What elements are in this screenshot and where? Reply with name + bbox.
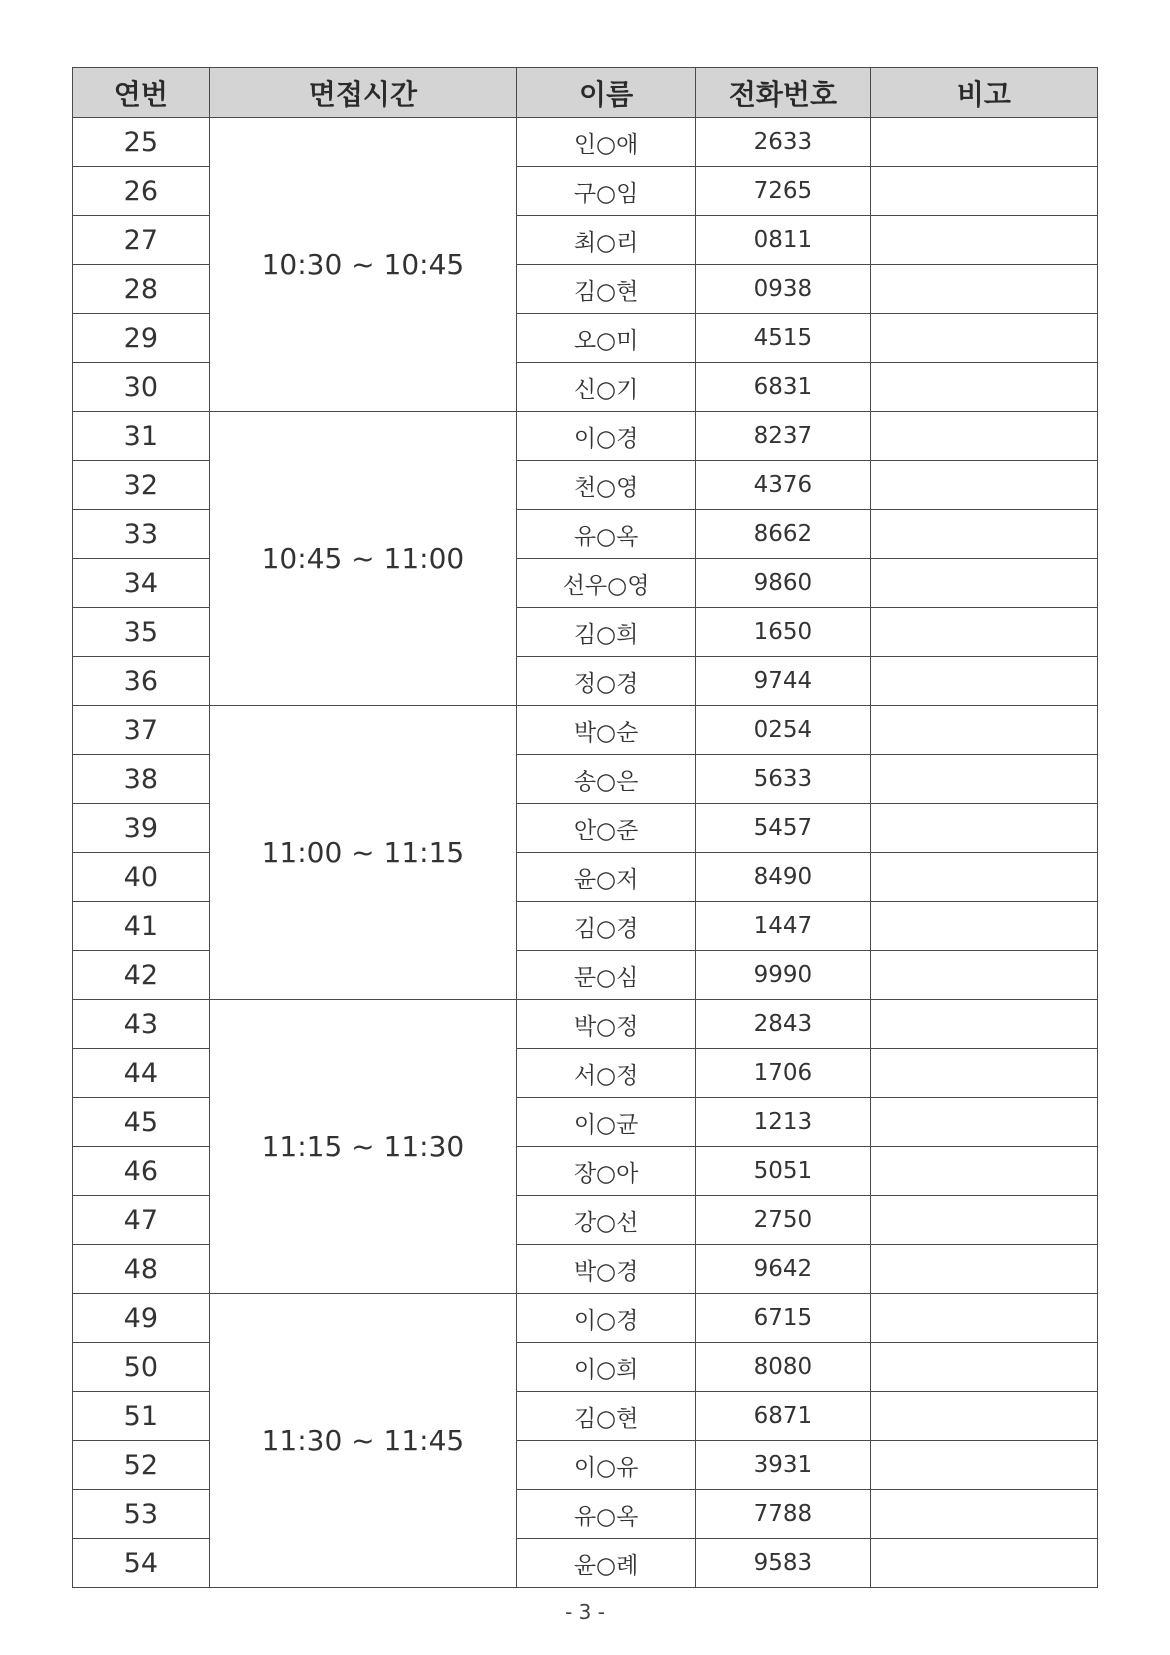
interview-time-slot: 11:30 ~ 11:45	[209, 1294, 517, 1588]
row-number: 29	[73, 314, 210, 363]
candidate-name: 송○은	[517, 755, 696, 804]
candidate-name: 천○영	[517, 461, 696, 510]
candidate-phone: 8237	[696, 412, 871, 461]
candidate-name: 이○유	[517, 1441, 696, 1490]
candidate-name: 정○경	[517, 657, 696, 706]
row-number: 52	[73, 1441, 210, 1490]
candidate-phone: 1213	[696, 1098, 871, 1147]
candidate-phone: 1650	[696, 608, 871, 657]
candidate-name: 인○애	[517, 118, 696, 167]
row-number: 49	[73, 1294, 210, 1343]
row-number: 30	[73, 363, 210, 412]
candidate-phone: 2843	[696, 1000, 871, 1049]
candidate-note	[870, 1441, 1097, 1490]
row-number: 44	[73, 1049, 210, 1098]
candidate-name: 이○경	[517, 1294, 696, 1343]
candidate-name: 이○균	[517, 1098, 696, 1147]
candidate-name: 최○리	[517, 216, 696, 265]
candidate-note	[870, 118, 1097, 167]
row-number: 39	[73, 804, 210, 853]
candidate-note	[870, 461, 1097, 510]
candidate-note	[870, 755, 1097, 804]
candidate-phone: 4376	[696, 461, 871, 510]
candidate-name: 윤○저	[517, 853, 696, 902]
candidate-note	[870, 167, 1097, 216]
row-number: 36	[73, 657, 210, 706]
candidate-name: 선우○영	[517, 559, 696, 608]
candidate-name: 박○경	[517, 1245, 696, 1294]
row-number: 37	[73, 706, 210, 755]
row-number: 41	[73, 902, 210, 951]
row-number: 33	[73, 510, 210, 559]
candidate-phone: 2750	[696, 1196, 871, 1245]
candidate-phone: 5051	[696, 1147, 871, 1196]
candidate-note	[870, 1000, 1097, 1049]
candidate-phone: 6715	[696, 1294, 871, 1343]
candidate-name: 김○현	[517, 265, 696, 314]
candidate-note	[870, 1098, 1097, 1147]
candidate-phone: 1706	[696, 1049, 871, 1098]
candidate-name: 문○심	[517, 951, 696, 1000]
candidate-name: 김○현	[517, 1392, 696, 1441]
candidate-name: 김○희	[517, 608, 696, 657]
candidate-name: 박○순	[517, 706, 696, 755]
candidate-note	[870, 1343, 1097, 1392]
candidate-note	[870, 314, 1097, 363]
header-row	[73, 68, 1098, 118]
table-row	[73, 1294, 1098, 1343]
row-number: 50	[73, 1343, 210, 1392]
candidate-note	[870, 1294, 1097, 1343]
candidate-note	[870, 902, 1097, 951]
candidate-note	[870, 657, 1097, 706]
row-number: 47	[73, 1196, 210, 1245]
header-interview-time: 면접시간	[209, 68, 517, 118]
candidate-name: 장○아	[517, 1147, 696, 1196]
candidate-phone: 1447	[696, 902, 871, 951]
row-number: 32	[73, 461, 210, 510]
header-note: 비고	[870, 68, 1097, 118]
candidate-note	[870, 1196, 1097, 1245]
candidate-phone: 9642	[696, 1245, 871, 1294]
candidate-phone: 2633	[696, 118, 871, 167]
candidate-note	[870, 1490, 1097, 1539]
row-number: 42	[73, 951, 210, 1000]
candidate-phone: 9990	[696, 951, 871, 1000]
candidate-phone: 7788	[696, 1490, 871, 1539]
row-number: 25	[73, 118, 210, 167]
candidate-phone: 3931	[696, 1441, 871, 1490]
candidate-name: 신○기	[517, 363, 696, 412]
header-phone: 전화번호	[696, 68, 871, 118]
candidate-note	[870, 706, 1097, 755]
table-row	[73, 118, 1098, 167]
candidate-note	[870, 510, 1097, 559]
candidate-name: 서○정	[517, 1049, 696, 1098]
candidate-phone: 8662	[696, 510, 871, 559]
candidate-name: 구○임	[517, 167, 696, 216]
header-name: 이름	[517, 68, 696, 118]
candidate-name: 안○준	[517, 804, 696, 853]
row-number: 40	[73, 853, 210, 902]
candidate-phone: 8080	[696, 1343, 871, 1392]
row-number: 31	[73, 412, 210, 461]
candidate-phone: 8490	[696, 853, 871, 902]
candidate-note	[870, 363, 1097, 412]
candidate-note	[870, 265, 1097, 314]
candidate-note	[870, 608, 1097, 657]
row-number: 45	[73, 1098, 210, 1147]
table-header	[73, 68, 1098, 118]
interview-time-slot: 11:00 ~ 11:15	[209, 706, 517, 1000]
table-row	[73, 706, 1098, 755]
candidate-note	[870, 951, 1097, 1000]
candidate-name: 이○희	[517, 1343, 696, 1392]
row-number: 27	[73, 216, 210, 265]
interview-time-slot: 11:15 ~ 11:30	[209, 1000, 517, 1294]
candidate-phone: 6831	[696, 363, 871, 412]
candidate-note	[870, 559, 1097, 608]
row-number: 54	[73, 1539, 210, 1588]
candidate-name: 박○정	[517, 1000, 696, 1049]
candidate-name: 오○미	[517, 314, 696, 363]
candidate-phone: 9860	[696, 559, 871, 608]
interview-time-slot: 10:30 ~ 10:45	[209, 118, 517, 412]
candidate-note	[870, 216, 1097, 265]
candidate-phone: 4515	[696, 314, 871, 363]
candidate-name: 유○옥	[517, 1490, 696, 1539]
candidate-note	[870, 1539, 1097, 1588]
candidate-phone: 5457	[696, 804, 871, 853]
row-number: 26	[73, 167, 210, 216]
table-body	[73, 118, 1098, 1588]
candidate-phone: 6871	[696, 1392, 871, 1441]
candidate-phone: 0254	[696, 706, 871, 755]
candidate-phone: 9583	[696, 1539, 871, 1588]
table-row	[73, 1000, 1098, 1049]
candidate-note	[870, 853, 1097, 902]
candidate-note	[870, 1245, 1097, 1294]
candidate-phone: 7265	[696, 167, 871, 216]
row-number: 43	[73, 1000, 210, 1049]
row-number: 48	[73, 1245, 210, 1294]
candidate-name: 김○경	[517, 902, 696, 951]
header-number: 연번	[73, 68, 210, 118]
candidate-phone: 0938	[696, 265, 871, 314]
row-number: 46	[73, 1147, 210, 1196]
row-number: 53	[73, 1490, 210, 1539]
candidate-note	[870, 1049, 1097, 1098]
row-number: 35	[73, 608, 210, 657]
page-number: - 3 -	[565, 1600, 605, 1624]
candidate-note	[870, 1147, 1097, 1196]
row-number: 34	[73, 559, 210, 608]
table-row	[73, 412, 1098, 461]
candidate-name: 이○경	[517, 412, 696, 461]
row-number: 38	[73, 755, 210, 804]
candidate-phone: 0811	[696, 216, 871, 265]
interview-time-slot: 10:45 ~ 11:00	[209, 412, 517, 706]
row-number: 28	[73, 265, 210, 314]
candidate-phone: 9744	[696, 657, 871, 706]
candidate-note	[870, 1392, 1097, 1441]
candidate-name: 유○옥	[517, 510, 696, 559]
candidate-note	[870, 804, 1097, 853]
row-number: 51	[73, 1392, 210, 1441]
candidate-note	[870, 412, 1097, 461]
interview-schedule-table	[72, 67, 1098, 1588]
candidate-phone: 5633	[696, 755, 871, 804]
candidate-name: 강○선	[517, 1196, 696, 1245]
candidate-name: 윤○례	[517, 1539, 696, 1588]
